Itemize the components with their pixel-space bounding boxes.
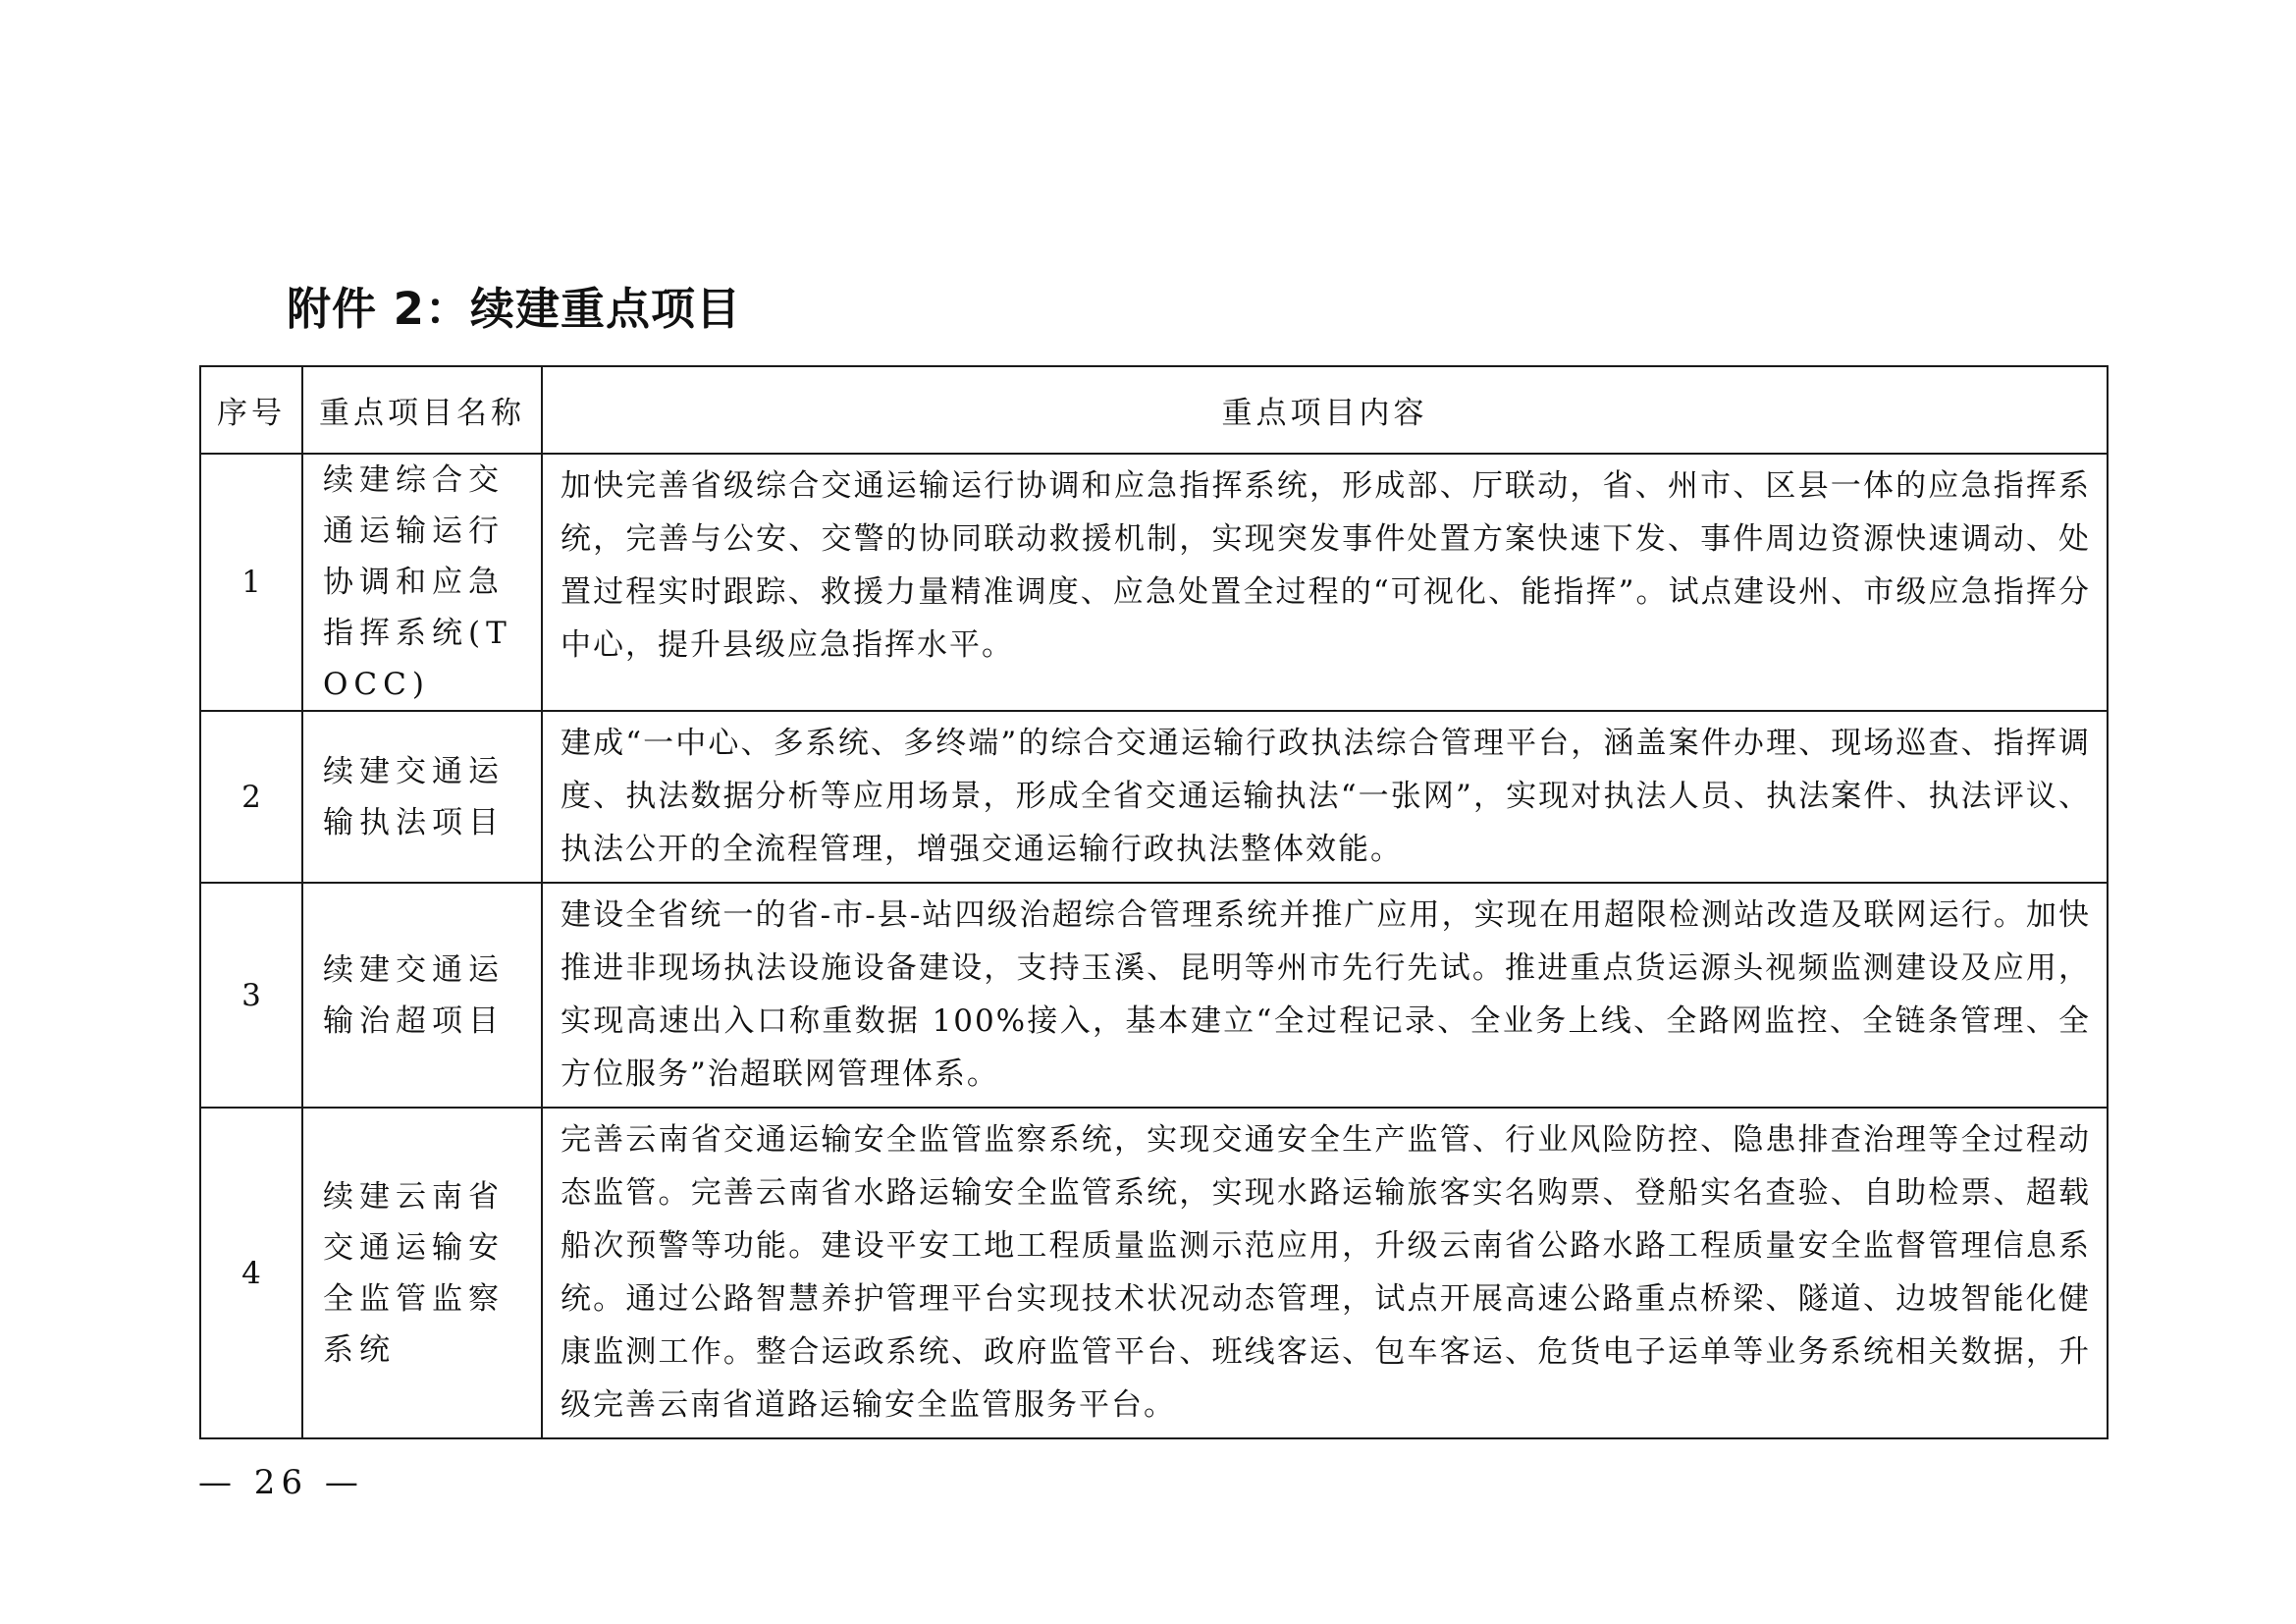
row-project-content: 加快完善省级综合交通运输运行协调和应急指挥系统，形成部、厅联动，省、州市、区县一体的应急指挥系统，完善与公安、交警的协同联动救援机制，实现突发事件处置方案快速下发、事件周边资源快速调动、处置过程实时跟踪、救援力量精准调度、应急处置全过程的“可视化、能指挥”。试点建设州、市级应急指挥分中心，提升县级应急指挥水平。 (542, 454, 2108, 711)
projects-table (199, 365, 2109, 1439)
row-project-name: 续建云南省交通运输安全监管监察系统 (302, 1108, 542, 1438)
header-seq: 序号 (200, 366, 302, 454)
table-header (200, 366, 2108, 454)
row-project-content: 完善云南省交通运输安全监管监察系统，实现交通安全生产监管、行业风险防控、隐患排查治理等全过程动态监管。完善云南省水路运输安全监管系统，实现水路运输旅客实名购票、登船实名查验、自助检票、超载船次预警等功能。建设平安工地工程质量监测示范应用，升级云南省公路水路工程质量安全监督管理信息系统。通过公路智慧养护管理平台实现技术状况动态管理，试点开展高速公路重点桥梁、隧道、边坡智能化健康监测工作。整合运政系统、政府监管平台、班线客运、包车客运、危货电子运单等业务系统相关数据，升级完善云南省道路运输安全监管服务平台。 (542, 1108, 2108, 1438)
row-seq: 4 (200, 1108, 302, 1438)
row-seq: 3 (200, 883, 302, 1108)
table-row (200, 1108, 2108, 1438)
table-body (200, 454, 2108, 1438)
row-project-name: 续建交通运输执法项目 (302, 711, 542, 883)
table-row (200, 454, 2108, 711)
row-project-name: 续建交通运输治超项目 (302, 883, 542, 1108)
table-row (200, 711, 2108, 883)
header-content: 重点项目内容 (542, 366, 2108, 454)
table-header-row (200, 366, 2108, 454)
page-number: — 26 — (198, 1463, 364, 1502)
row-project-content: 建设全省统一的省-市-县-站四级治超综合管理系统并推广应用，实现在用超限检测站改造及联网运行。加快推进非现场执法设施设备建设，支持玉溪、昆明等州市先行先试。推进重点货运源头视频监测建设及应用，实现高速出入口称重数据 100%接入，基本建立“全过程记录、全业务上线、全路网监控、全链条管理、全方位服务”治超联网管理体系。 (542, 883, 2108, 1108)
header-name: 重点项目名称 (302, 366, 542, 454)
row-project-name: 续建综合交通运输运行协调和应急指挥系统(TOCC) (302, 454, 542, 711)
table-row (200, 883, 2108, 1108)
row-seq: 2 (200, 711, 302, 883)
page-title: 附件 2：续建重点项目 (287, 283, 741, 335)
row-seq: 1 (200, 454, 302, 711)
row-project-content: 建成“一中心、多系统、多终端”的综合交通运输行政执法综合管理平台，涵盖案件办理、现场巡查、指挥调度、执法数据分析等应用场景，形成全省交通运输执法“一张网”，实现对执法人员、执法案件、执法评议、执法公开的全流程管理，增强交通运输行政执法整体效能。 (542, 711, 2108, 883)
